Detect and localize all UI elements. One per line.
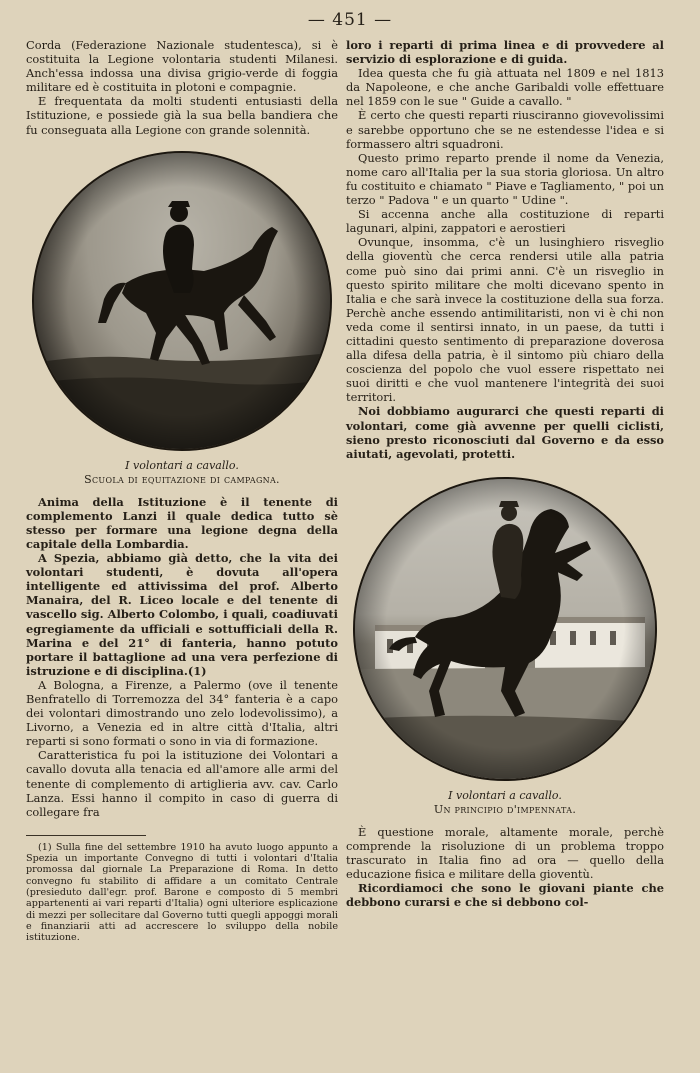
paragraph: Si accenna anche alla costituzione di reparti lagunari, alpini, zappatori e aerostieri [346,207,664,236]
paragraph: È certo che questi reparti riusciranno giovevolissimi e sarebbe opportuno che se ne estendesse l'idea e si formassero altri squadroni. [346,108,664,151]
paragraph: Ricordiamoci che sono le giovani piante che debbono curarsi e che si debbono col- [346,881,664,910]
page-number: — 451 — [307,10,393,30]
paragraph: Questo primo reparto prende il nome da Venezia, nome caro all'Italia per la sua storia gloriosa. Un altro fu costituito e chiamato " Piave e Tagliamento, " poi un terzo " Padova " e un quarto " Udine ". [346,150,664,208]
footnote-divider [26,835,146,836]
horse-rider-illustration [34,153,330,449]
paragraph: Noi dobbiamo augurarci che questi reparti di volontari, come già avvenne per quelli ciclisti, sieno presto riconosciuti dal Governo e da esso aiutati, agevolati, protetti. [346,404,664,461]
footnote-text: (1) Sulla fine del settembre 1910 ha avuto luogo appunto a Spezia un importante Convegno di tutti i volontari d'Italia promossa dal giornale La Preparazione di Roma. In detto convegno fu stabilito di affidare a un comitato Centrale (presieduto dall'egr. prof. Barone e composto di 5 membri appartenenti ai vari reparti d'Italia) ogni ulteriore esplicazione di mezzi per sollecitare dal Governo tutti quegli appoggi morali e finanziarii atti ad accrescere lo sviluppo della nobile istituzione. [26,841,338,944]
caption-subtitle: Scuola di equitazione di campagna. [84,472,280,486]
paragraph: È questione morale, altamente morale, perchè comprende la risoluzione di un problema troppo trascurato in Italia fino ad ora — quello della educazione fisica e militare della gioventù. [346,824,664,882]
caption-photo-2 [346,789,664,817]
paragraph: Idea questa che fu già attuata nel 1809 e nel 1813 da Napoleone, e che anche Garibaldi volle effettuare nel 1859 con le sue " Guide a cavallo. " [346,66,664,109]
caption-title: I volontari a cavallo. [125,458,239,472]
paragraph: A Bologna, a Firenze, a Palermo (ove il tenente Benfratello di Torremozza del 34° fanteria è a capo dei volontari dimostrando uno zelo lodevolissimo), a Livorno, a Venezia ed in altre città d'Italia, altri reparti si sono formati o sono in via di formazione. [26,677,338,749]
paragraph: Caratteristica fu poi la istituzione dei Volontari a cavallo dovuta alla tenacia ed all'amore alle armi del tenente di complemento di artiglieria avv. cav. Carlo Lanza. Essi hanno il compito in caso di guerra di collegare fra [26,748,338,819]
paragraph: Corda (Federazione Nazionale studentesca), si è costituita la Legione volontaria studenti Milanesi. Anch'essa indossa una divisa grigio-verde di foggia militare ed è costituita in plotoni e compagnie. [26,38,338,95]
caption-subtitle: Un principio d'impennata. [433,802,577,816]
footnote [26,842,338,944]
paragraph: A Spezia, abbiamo già detto, che la vita dei volontari studenti, è dovuta all'opera intelligente ed attivissima del prof. Alberto Manaira, del R. Liceo locale e del tenente di vascello sig. Alberto Colombo, i quali, coadiuvati egregiamente da ufficiali e sottufficiali della R. Marina e del 21° di fanteria, hanno potuto portare il battaglione ad una vera perfezione di istruzione e di disciplina.(1) [26,551,338,678]
right-column [346,38,664,909]
photo-rider-rearing [353,477,657,781]
paragraph: loro i reparti di prima linea e di provvedere al servizio di esplorazione e di guida. [346,38,664,67]
caption-photo-1 [26,459,338,487]
horse-rearing-illustration [355,479,655,779]
photo-rider-cantering [32,151,332,451]
paragraph: Ovunque, insomma, c'è un lusinghiero risveglio della gioventù che cerca rendersi utile alla patria come può sino dai primi anni. C'è un risveglio in questo spirito militare che molti dicevano spento in Italia e che sarà invece la costituzione della sua forza. Perchè anche essendo antimilitaristi, non vi è chi non veda come il sentirsi innato, in un paese, da tutti i cittadini questo sentimento di preparazione doverosa alla difesa della patria, è il sintomo più chiaro della coscienza del popolo che vuol essere rispettato nei suoi diritti e che vuol mantenere l'integrità dei suoi territori. [346,235,664,405]
paragraph: E frequentata da molti studenti entusiasti della Istituzione, e possiede già la sua bella bandiera che fu conseguata alla Legione con grande solennità. [26,94,338,137]
caption-title: I volontari a cavallo. [448,788,562,802]
paragraph: Anima della Istituzione è il tenente di complemento Lanzi il quale dedica tutto sè stesso per formare una legione degna della capitale della Lombardia. [26,494,338,551]
left-column [26,38,338,943]
